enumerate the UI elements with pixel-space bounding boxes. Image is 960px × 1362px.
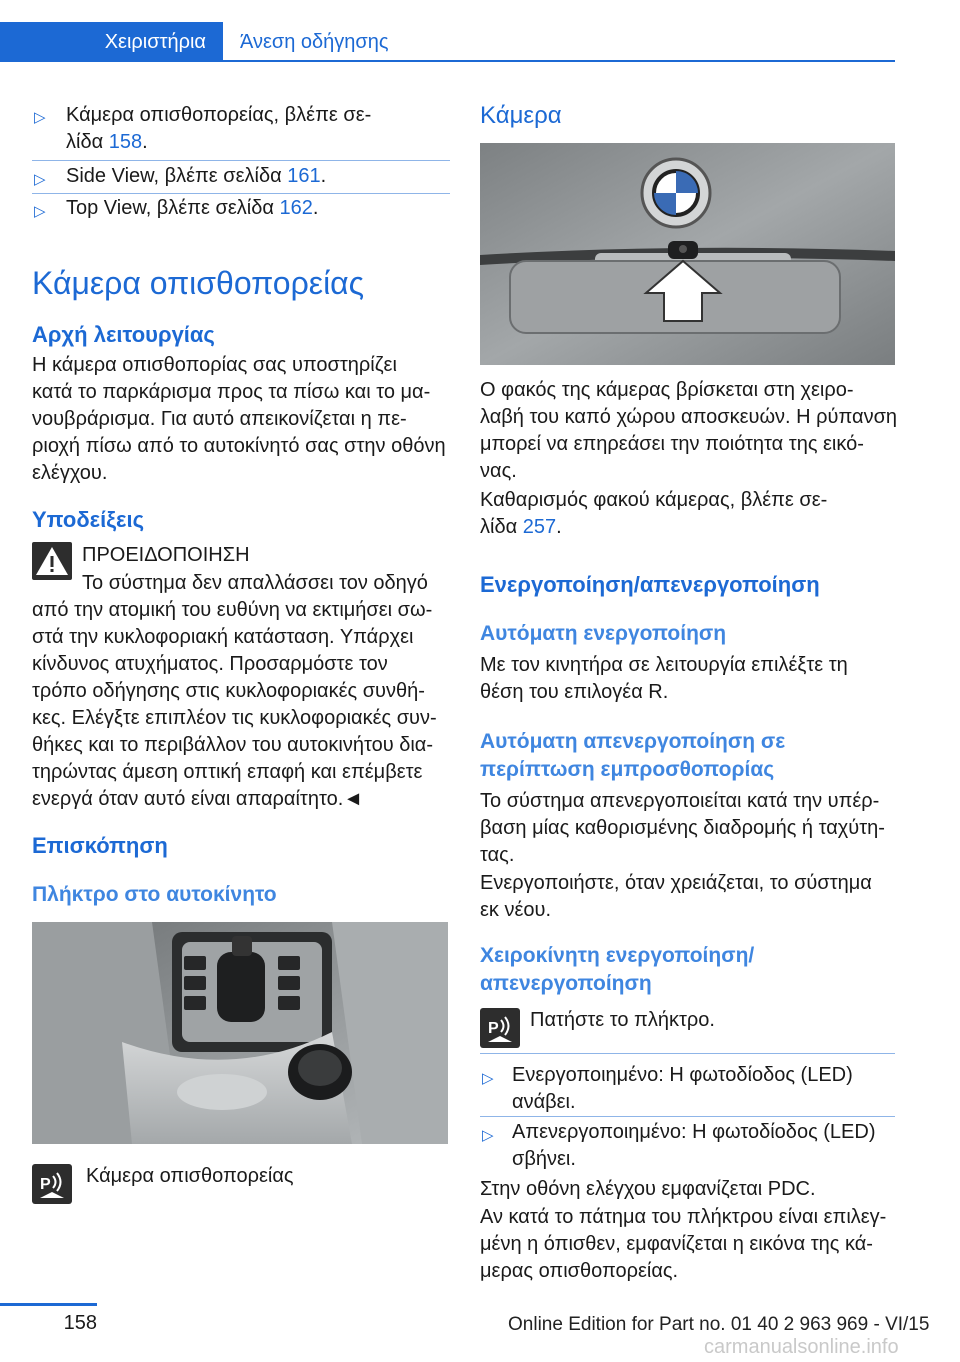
bullet-triangle-icon: ▷	[34, 171, 46, 188]
reverse-gear-text: Αν κατά το πάτημα του πλήκτρου είναι επιλεγ- μένη η όπισθεν, εμφανίζεται η εικόνα της κά- μερας οπισθοπορείας.	[480, 1206, 887, 1282]
auto-off-text: Το σύστημα απενεργοποιείται κατά την υπέρ- βαση μίας καθορισμένης διαδρομής ή ταχύτη- τας.	[480, 790, 885, 866]
bullet-activated-state: Ενεργοποιημένο: Η φωτοδίοδος (LED) ανάβει.	[512, 1064, 853, 1113]
pdc-camera-button-icon	[32, 1164, 72, 1204]
bullet-separator	[32, 160, 450, 161]
bullet-top-view-ref: Top View, βλέπε σελίδα 162.	[66, 197, 319, 219]
bullet-triangle-icon: ▷	[482, 1070, 494, 1087]
edition-note: Online Edition for Part no. 01 40 2 963 969 - VI/15	[508, 1314, 930, 1335]
press-button-text: Πατήστε το πλήκτρο.	[530, 1009, 715, 1031]
tab-driving-comfort[interactable]: Άνεση οδήγησης	[240, 31, 389, 53]
activation-heading: Ενεργοποίηση/απενεργοποίηση	[480, 572, 820, 597]
principle-heading: Αρχή λειτουργίας	[32, 322, 215, 347]
warning-first-line: Το σύστημα δεν απαλλάσσει τον οδηγό	[82, 572, 428, 594]
center-console-photo	[32, 922, 448, 1144]
header-rule	[0, 60, 895, 62]
camera-heading: Κάμερα	[480, 102, 562, 129]
page-link-162[interactable]: 162	[279, 197, 313, 219]
watermark: carmanualsonline.info	[704, 1336, 899, 1358]
svg-text:P: P	[40, 1176, 51, 1193]
bullet-triangle-icon: ▷	[482, 1127, 494, 1144]
auto-off-heading: Αυτόματη απενεργοποίηση σε περίπτωση εμπροσθοπορίας	[480, 730, 786, 781]
bullet-separator	[480, 1116, 895, 1117]
page-link-161[interactable]: 161	[287, 165, 321, 187]
warning-triangle-icon	[32, 542, 72, 580]
overview-heading: Επισκόπηση	[32, 833, 168, 858]
trunk-camera-photo	[480, 143, 895, 365]
bullet-triangle-icon: ▷	[34, 109, 46, 126]
tab-controls[interactable]: Χειριστήρια	[0, 22, 223, 62]
principle-text: Η κάμερα οπισθοπορίας σας υποστηρίζει κατά το παρκάρισμα προς τα πίσω και το μα- νουβράρισμα. Για αυτό απεικονίζεται η πε- ριοχή πίσω από το αυτοκίνητό σας στην οθόνη ελέγχου.	[32, 354, 446, 484]
lens-cleaning-ref: Καθαρισμός φακού κάμερας, βλέπε σε- λίδα 257.	[480, 489, 828, 538]
warning-text: από την ατομική του ευθύνη να εκτιμήσει σω- στά την κυκλοφοριακή κατάσταση. Υπάρχει κίνδυνος ατυχήματος. Προσαρμόστε τον τρόπο οδήγησης στις κυκλοφοριακές συνθή- κες. Ελέγξτε επιπλέον τις κυκλοφοριακές συν- θήκες και το περιβάλλον του αυτοκινήτου δια- τηρώντας άμεση οπτική επαφή και επέμβετε ενεργά όταν αυτό είναι απαραίτητο.◄	[32, 599, 437, 810]
manual-heading: Χειροκίνητη ενεργοποίηση/ απενεργοποίηση	[480, 944, 755, 995]
lens-location-text: Ο φακός της κάμερας βρίσκεται στη χειρο- λαβή του καπό χώρου αποσκευών. Η ρύπανση μπορεί να επηρεάσει την ποιότητα της εικό- νας.	[480, 379, 898, 482]
bullet-rear-camera-ref: Κάμερα οπισθοπορείας, βλέπε σε- λίδα 158.	[66, 104, 372, 153]
page-link-257[interactable]: 257	[522, 516, 557, 538]
bullet-deactivated-state: Απενεργοποιημένο: Η φωτοδίοδος (LED) σβήνει.	[512, 1121, 876, 1170]
warning-title: ΠΡΟΕΙΔΟΠΟΙΗΣΗ	[82, 544, 250, 566]
pdc-camera-button-icon	[480, 1008, 520, 1048]
bullet-triangle-icon: ▷	[34, 203, 46, 220]
svg-text:P: P	[488, 1020, 499, 1037]
page-number: 158	[63, 1312, 97, 1334]
reactivate-text: Ενεργοποιήστε, όταν χρειάζεται, το σύστημα εκ νέου.	[480, 872, 872, 921]
pdc-display-text: Στην οθόνη ελέγχου εμφανίζεται PDC.	[480, 1178, 816, 1200]
auto-on-text: Με τον κινητήρα σε λειτουργία επιλέξτε τη θέση του επιλογέα R.	[480, 654, 848, 703]
page-link-158[interactable]: 158	[108, 131, 143, 153]
bullet-side-view-ref: Side View, βλέπε σελίδα 161.	[66, 165, 327, 187]
bullet-separator	[32, 193, 450, 194]
bullet-separator	[480, 1053, 895, 1054]
auto-on-heading: Αυτόματη ενεργοποίηση	[480, 622, 727, 645]
page-title: Κάμερα οπισθοπορείας	[32, 265, 365, 301]
header-bar	[0, 0, 960, 62]
button-heading: Πλήκτρο στο αυτοκίνητο	[32, 883, 277, 906]
button-label: Κάμερα οπισθοπορείας	[86, 1165, 294, 1187]
footer-rule	[0, 1303, 97, 1306]
notes-heading: Υποδείξεις	[32, 507, 145, 532]
